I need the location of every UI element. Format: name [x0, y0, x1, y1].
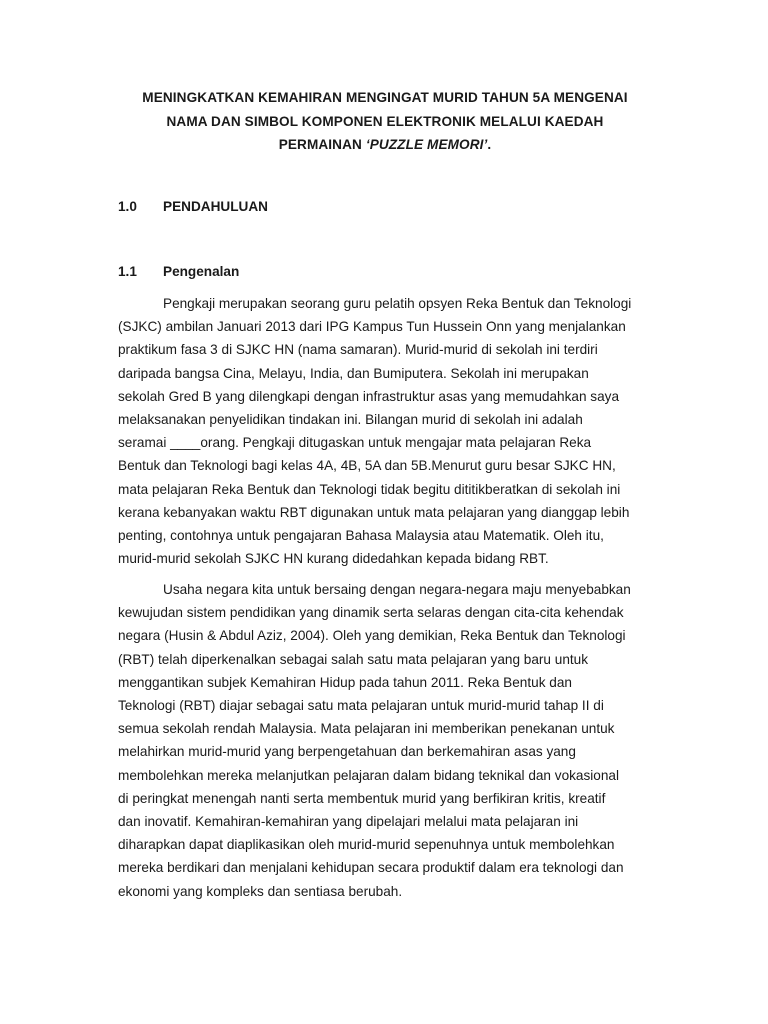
- paragraph-line: (RBT) telah diperkenalkan sebagai salah satu mata pelajaran yang baru untuk: [118, 651, 589, 667]
- paragraph-line: Usaha negara kita untuk bersaing dengan negara-negara maju menyebabkan: [163, 582, 631, 597]
- section-label: PENDAHULUAN: [163, 199, 268, 214]
- paragraph-line: semua sekolah rendah Malaysia. Mata pelajaran ini memberikan penekanan untuk: [118, 721, 615, 737]
- paragraph-line: (SJKC) ambilan Januari 2013 dari IPG Kampus Tun Hussein Onn yang menjalankan: [118, 319, 626, 335]
- title-line-3-prefix: PERMAINAN: [278, 137, 366, 152]
- paragraph-line: kerana kebanyakan waktu RBT digunakan untuk mata pelajaran yang dianggap lebih: [118, 504, 630, 520]
- paragraph-line: seramai ____orang. Pengkaji ditugaskan untuk mengajar mata pelajaran Reka: [118, 435, 592, 451]
- paragraph-line: kewujudan sistem pendidikan yang dinamik serta selaras dengan cita-cita kehendak: [118, 605, 624, 621]
- document-title: [100, 86, 670, 157]
- paragraph-line: ekonomi yang kompleks dan sentiasa berubah.: [118, 883, 403, 899]
- subsection-heading-pengenalan: [118, 262, 239, 282]
- paragraph-line: menggantikan subjek Kemahiran Hidup pada tahun 2011. Reka Bentuk dan: [118, 674, 572, 690]
- paragraph-line: penting, contohnya untuk pengajaran Bahasa Malaysia atau Matematik. Oleh itu,: [118, 528, 604, 544]
- paragraph-1: [118, 292, 658, 570]
- paragraph-line: Pengkaji merupakan seorang guru pelatih opsyen Reka Bentuk dan Teknologi: [163, 296, 632, 311]
- paragraph-line: dan inovatif. Kemahiran-kemahiran yang dipelajari melalui mata pelajaran ini: [118, 814, 579, 830]
- paragraph-line: mata pelajaran Reka Bentuk dan Teknologi tidak begitu dititikberatkan di sekolah ini: [118, 481, 621, 497]
- paragraph-line: sekolah Gred B yang dilengkapi dengan infrastruktur asas yang memudahkan saya: [118, 388, 620, 404]
- paragraph-line: melaksanakan penyelidikan tindakan ini. Bilangan murid di sekolah ini adalah: [118, 412, 583, 428]
- section-heading-pendahuluan: [118, 197, 268, 217]
- paragraph-line: diharapkan dapat diaplikasikan oleh murid-murid sepenuhnya untuk membolehkan: [118, 837, 615, 853]
- paragraph-line: membolehkan mereka melanjutkan pelajaran dalam bidang teknikal dan vokasional: [118, 767, 620, 783]
- title-line-3: [100, 133, 670, 157]
- paragraph-line: praktikum fasa 3 di SJKC HN (nama samaran). Murid-murid di sekolah ini terdiri: [118, 342, 598, 358]
- paragraph-line: daripada bangsa Cina, Melayu, India, dan Bumiputera. Sekolah ini merupakan: [118, 365, 589, 381]
- title-line-3-suffix: .: [487, 137, 492, 152]
- paragraph-line: murid-murid sekolah SJKC HN kurang didedahkan kepada bidang RBT.: [118, 551, 549, 567]
- paragraph-line: negara (Husin & Abdul Aziz, 2004). Oleh yang demikian, Reka Bentuk dan Teknologi: [118, 628, 626, 644]
- paragraph-line: melahirkan murid-murid yang berpengetahuan dan berkemahiran asas yang: [118, 744, 576, 760]
- paragraph-line: di peringkat menengah nanti serta membentuk murid yang berfikiran kritis, kreatif: [118, 790, 606, 806]
- title-line-2: NAMA DAN SIMBOL KOMPONEN ELEKTRONIK MELALUI KAEDAH: [166, 113, 604, 129]
- paragraph-line: Teknologi (RBT) diajar sebagai satu mata pelajaran untuk murid-murid tahap II di: [118, 698, 604, 714]
- section-number: 1.0: [118, 199, 137, 214]
- paragraph-2: [118, 578, 658, 903]
- title-line-1: MENINGKATKAN KEMAHIRAN MENGINGAT MURID TAHUN 5A MENGENAI: [142, 90, 628, 105]
- subsection-label: Pengenalan: [163, 264, 240, 279]
- paragraph-line: mereka berdikari dan menjalani kehidupan secara produktif dalam era teknologi dan: [118, 860, 624, 876]
- paragraph-line: Bentuk dan Teknologi bagi kelas 4A, 4B, 5A dan 5B.Menurut guru besar SJKC HN,: [118, 458, 616, 474]
- title-italic-phrase: ‘PUZZLE MEMORI’: [365, 137, 488, 152]
- subsection-number: 1.1: [118, 264, 137, 279]
